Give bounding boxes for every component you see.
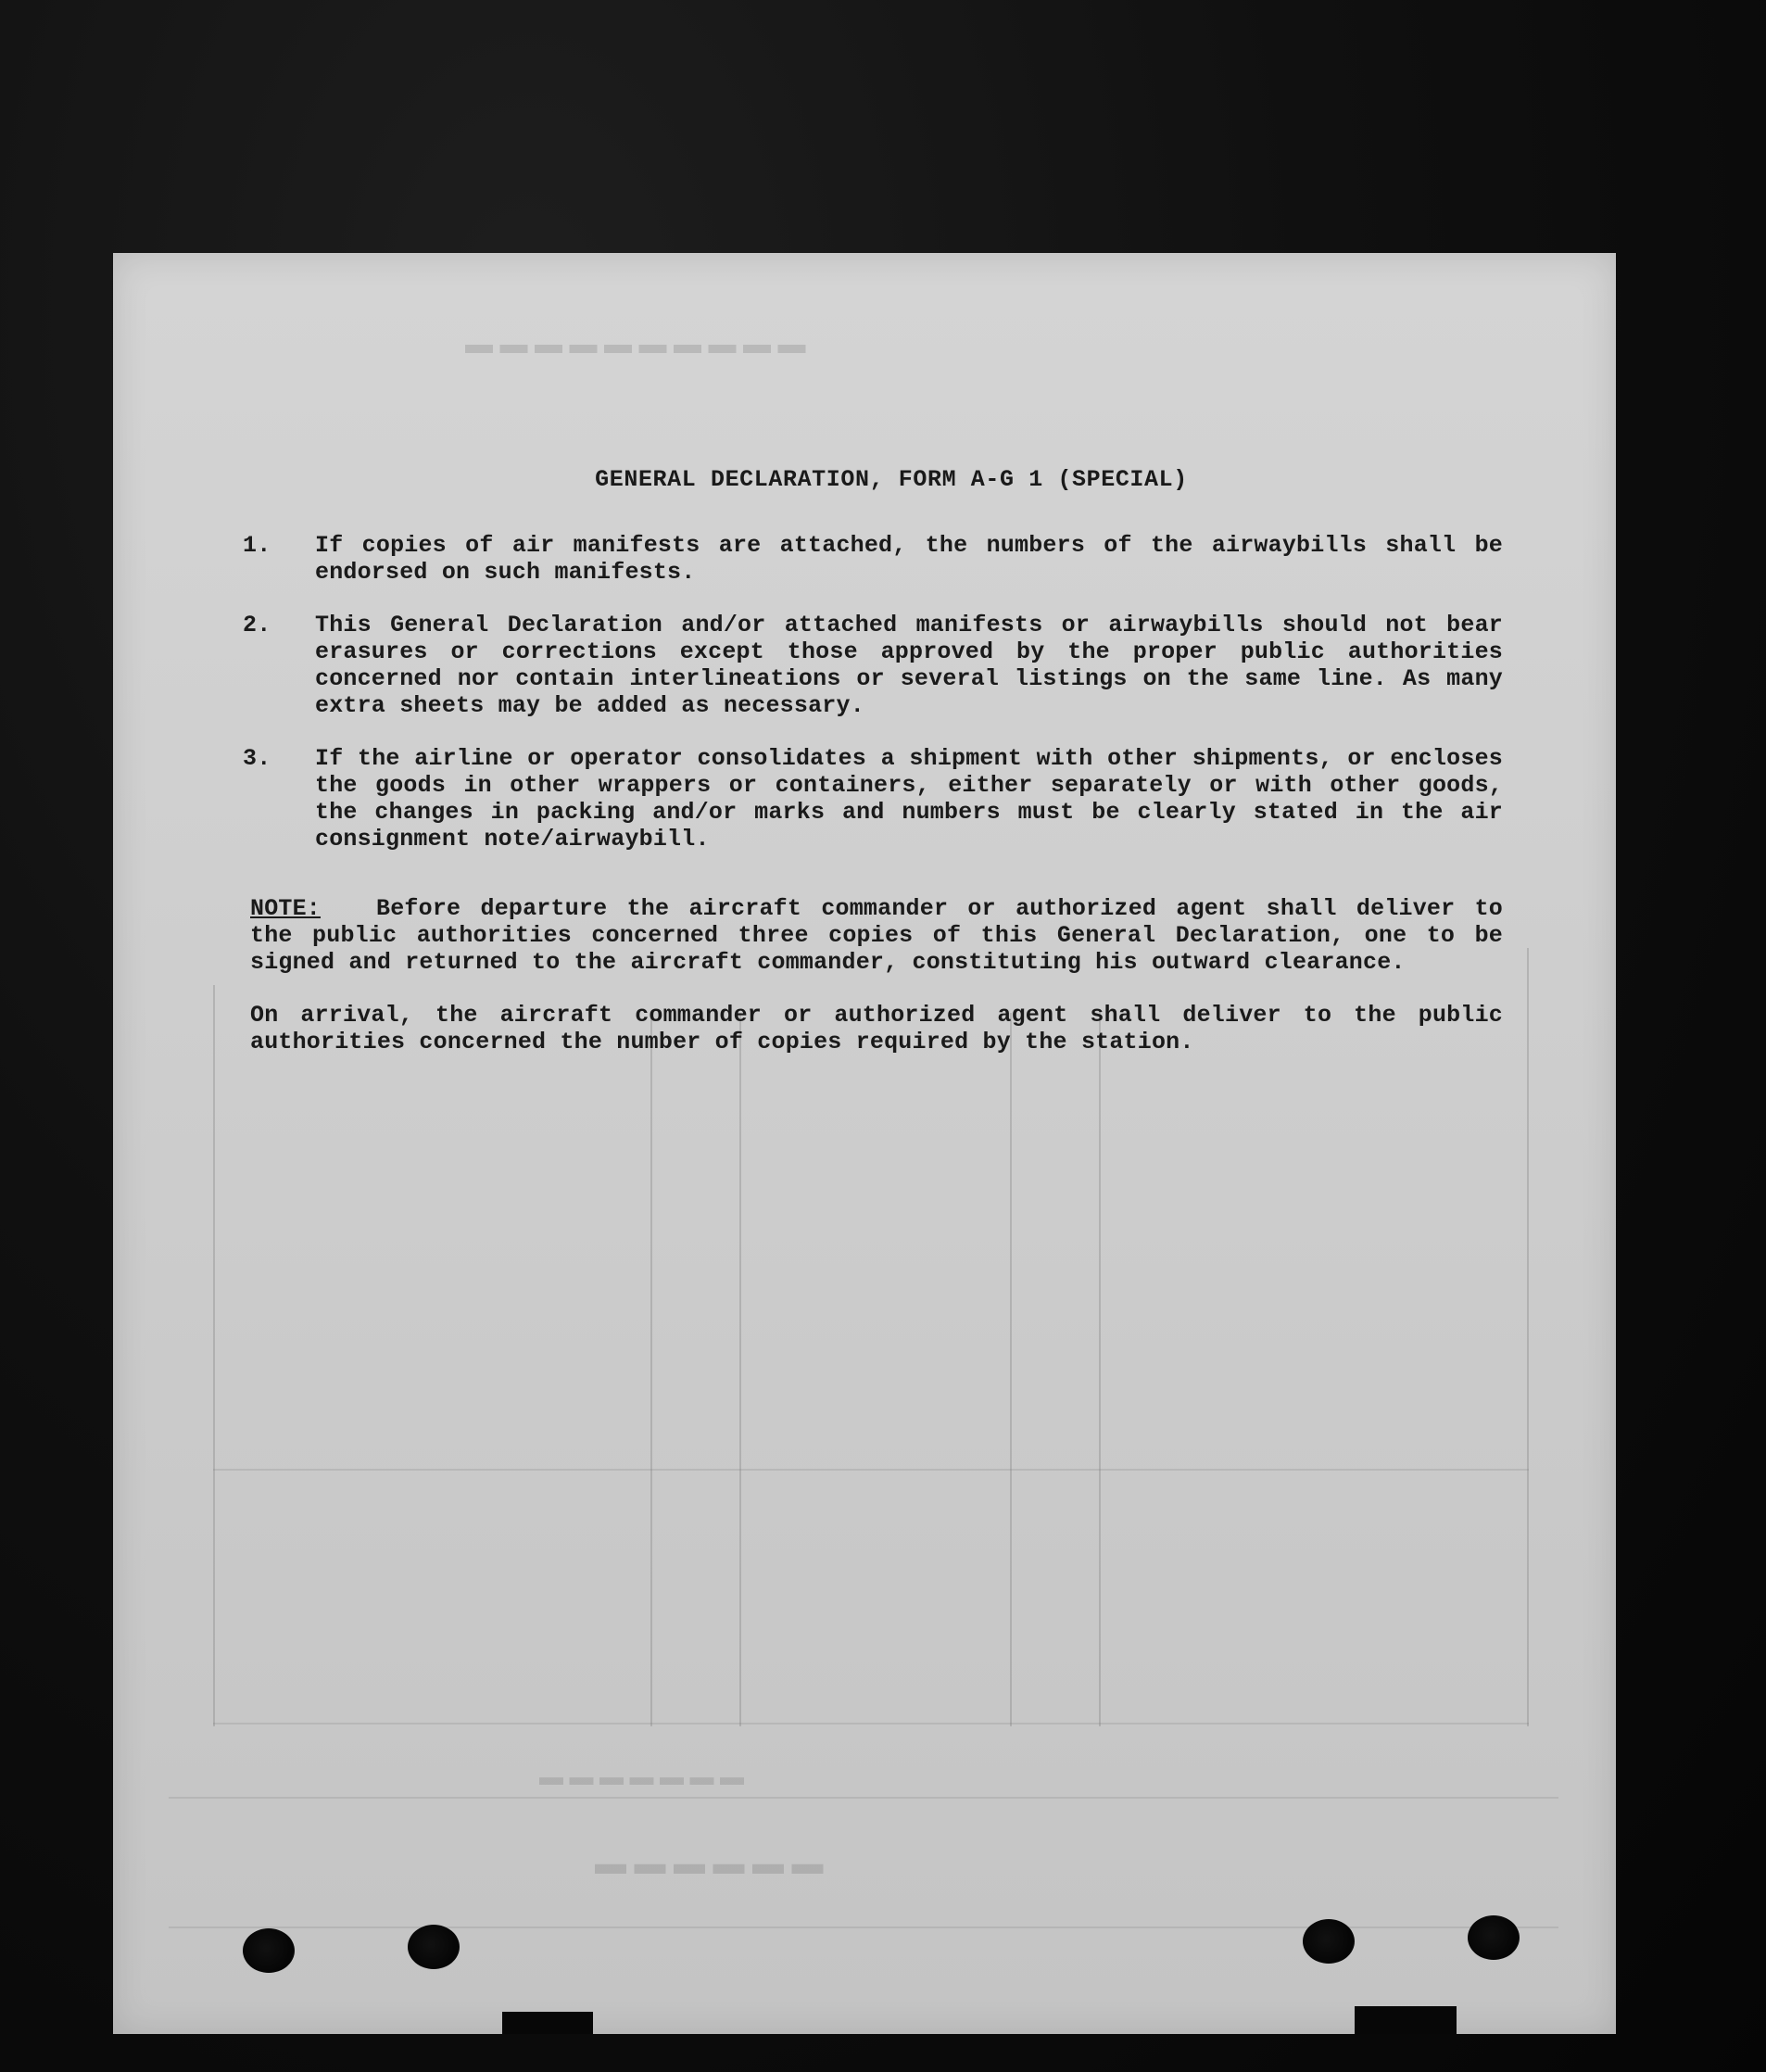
- punch-hole: [1468, 1915, 1520, 1960]
- item-text: If the airline or operator consolidates a shipment with other shipments, or encloses the goods in other wrappers or containers, either separately or with other goods, the changes in packing and/or marks and numbers must be clearly stated in the air consignment note/airwaybill.: [315, 745, 1503, 853]
- note-label: NOTE:: [250, 895, 322, 922]
- torn-edge: [1355, 2006, 1457, 2034]
- item-number: 3.: [243, 745, 271, 772]
- arrival-note: On arrival, the aircraft commander or authorized agent shall deliver to the public authorities concerned the number of copies required by the station.: [250, 1002, 1503, 1055]
- instruction-item-2: [243, 612, 1540, 719]
- departure-note: [243, 895, 1503, 976]
- instruction-item-3: [243, 745, 1540, 853]
- reverse-side-bleed-through: ▬ ▬ ▬ ▬ ▬ ▬ ▬ ▬ ▬ ▬ ▬ ▬ ▬ ▬ ▬ ▬ ▬ ▬ ▬ ▬ ▬ ▬ ▬: [113, 253, 1616, 2034]
- document-page: [113, 253, 1616, 2034]
- punch-hole: [1303, 1919, 1355, 1964]
- item-number: 1.: [243, 532, 271, 559]
- punch-hole: [243, 1928, 295, 1973]
- note-text: Before departure the aircraft commander or authorized agent shall deliver to the public authorities concerned three copies of this General Declaration, one to be signed and returned to the aircraft commander, constituting his outward clearance.: [250, 895, 1503, 976]
- declaration-content: [243, 466, 1540, 1055]
- item-text: If copies of air manifests are attached, the numbers of the airwaybills shall be endorsed on such manifests.: [315, 532, 1503, 586]
- instruction-item-1: [243, 532, 1540, 586]
- torn-edge: [502, 2012, 593, 2034]
- item-number: 2.: [243, 612, 271, 638]
- form-title: GENERAL DECLARATION, FORM A-G 1 (SPECIAL): [595, 466, 1188, 493]
- item-text: This General Declaration and/or attached manifests or airwaybills should not bear erasures or corrections except those approved by the proper public authorities concerned nor contain interlineations or several listings on the same line. As many extra sheets may be added as necessary.: [315, 612, 1503, 719]
- punch-hole: [408, 1925, 460, 1969]
